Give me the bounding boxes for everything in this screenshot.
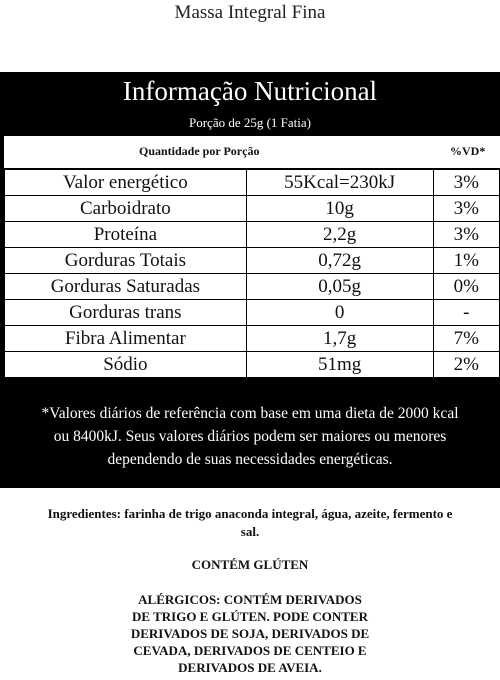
footnote-line: ou 8400kJ. Seus valores diários podem ser maiores ou menores — [53, 428, 447, 445]
nutrient-name: Gorduras Saturadas — [5, 274, 247, 300]
nutrient-amount: 0 — [246, 300, 433, 326]
nutrient-name: Valor energético — [5, 170, 247, 196]
allergen-line: ALÉRGICOS: CONTÉM DERIVADOS — [138, 592, 362, 607]
nutrient-name: Gorduras trans — [5, 300, 247, 326]
nutrition-panel — [0, 72, 500, 488]
allergen-line: DERIVADOS DE AVEIA. — [178, 660, 322, 675]
nutrient-amount: 2,2g — [246, 222, 433, 248]
nutrient-name: Carboidrato — [5, 196, 247, 222]
header-quantity: Quantidade por Porção — [139, 144, 260, 158]
allergen-line: DERIVADOS DE SOJA, DERIVADOS DE — [130, 626, 370, 641]
product-title: Massa Integral Fina — [174, 2, 326, 23]
nutrient-name: Gorduras Totais — [5, 248, 247, 274]
nutrient-amount: 55Kcal=230kJ — [246, 170, 433, 196]
gluten-warning: CONTÉM GLÚTEN — [191, 557, 309, 572]
table-row — [5, 196, 500, 222]
nutrient-vd: 1% — [433, 248, 499, 274]
nutrient-vd: 0% — [433, 274, 499, 300]
portion-size: Porção de 25g (1 Fatia) — [188, 115, 312, 130]
table-row — [5, 352, 500, 378]
nutrient-amount: 1,7g — [246, 326, 433, 352]
footnote-line: *Valores diários de referência com base em uma dieta de 2000 kcal — [41, 405, 459, 422]
footnote-line: dependendo de suas necessidades energéticas. — [107, 451, 393, 468]
ingredients-line: Ingredientes: farinha de trigo anaconda integral, água, azeite, fermento e — [47, 506, 453, 521]
nutrient-vd: 3% — [433, 196, 499, 222]
table-row — [5, 248, 500, 274]
nutrient-name: Proteína — [5, 222, 247, 248]
table-row — [5, 170, 500, 196]
nutrient-vd: 3% — [433, 170, 499, 196]
nutrition-table — [4, 169, 500, 378]
ingredients-line: sal. — [240, 524, 260, 539]
ingredients-text — [0, 505, 500, 541]
nutrient-vd: - — [433, 300, 499, 326]
nutrient-amount: 0,05g — [246, 274, 433, 300]
table-row — [5, 222, 500, 248]
nutrient-vd: 2% — [433, 352, 499, 378]
table-row — [5, 326, 500, 352]
table-row — [5, 300, 500, 326]
nutrient-amount: 10g — [246, 196, 433, 222]
allergen-warning — [95, 591, 405, 676]
nutrient-vd: 3% — [433, 222, 499, 248]
daily-value-footnote — [0, 402, 500, 471]
header-vd: %VD* — [450, 144, 486, 158]
nutrient-name: Fibra Alimentar — [5, 326, 247, 352]
table-row — [5, 274, 500, 300]
nutrient-amount: 51mg — [246, 352, 433, 378]
table-header — [4, 136, 500, 168]
panel-title: Informação Nutricional — [122, 76, 378, 106]
allergen-line: CEVADA, DERIVADOS DE CENTEIO E — [133, 643, 367, 658]
nutrient-name: Sódio — [5, 352, 247, 378]
nutrient-amount: 0,72g — [246, 248, 433, 274]
nutrient-vd: 7% — [433, 326, 499, 352]
allergen-line: DE TRIGO E GLÚTEN. PODE CONTER — [132, 609, 368, 624]
